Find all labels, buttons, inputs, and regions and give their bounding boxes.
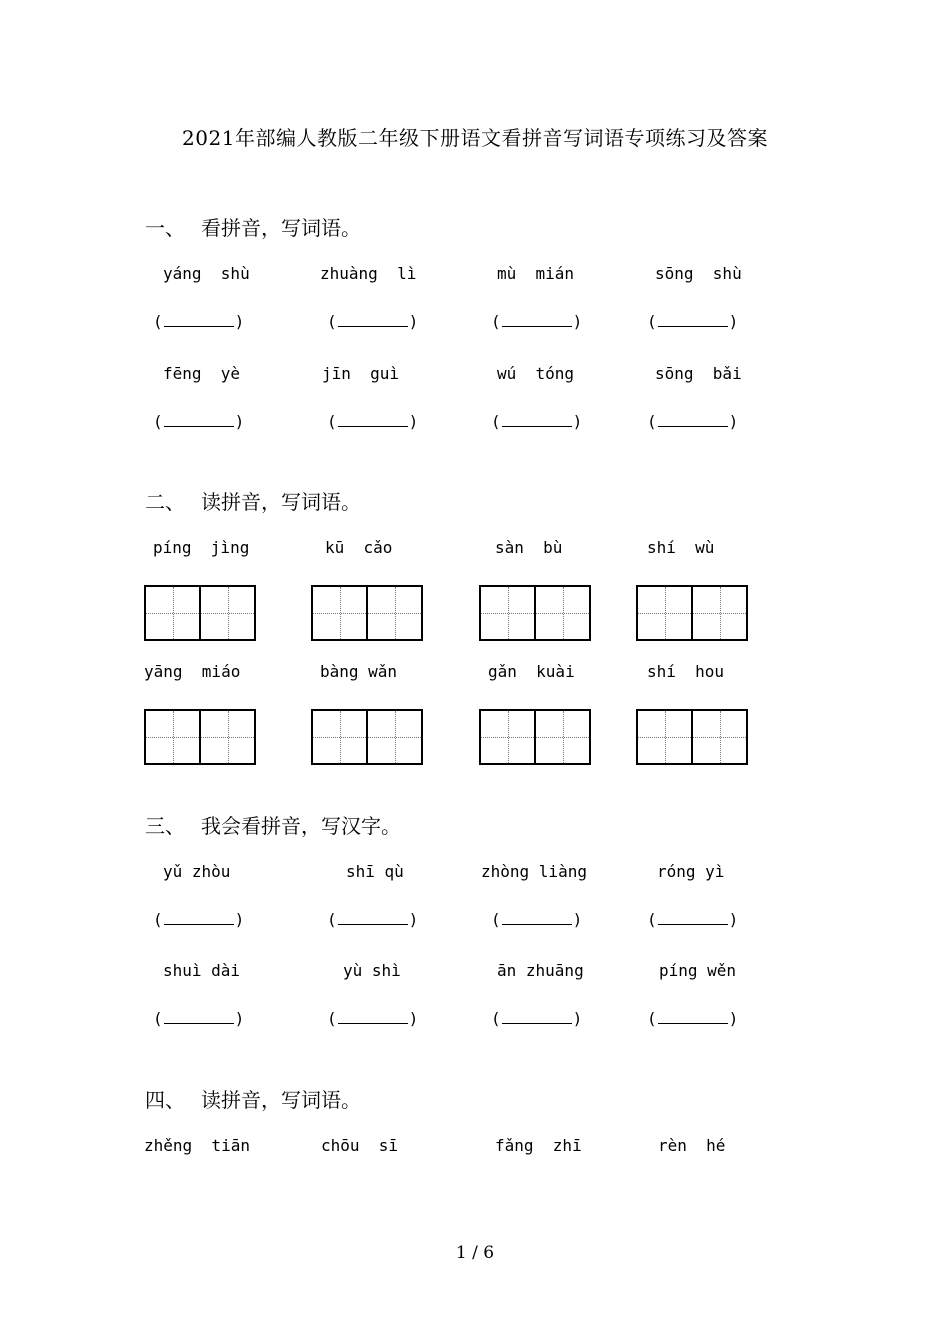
tianzige-box[interactable]	[144, 709, 256, 765]
pinyin: píng jìng	[153, 538, 250, 557]
pinyin: shī qù	[346, 862, 404, 881]
tianzige-box[interactable]	[479, 585, 591, 641]
page-title: 2021年部编人教版二年级下册语文看拼音写词语专项练习及答案	[182, 126, 768, 150]
section-number: 一、	[145, 216, 185, 240]
pinyin: yáng shù	[163, 264, 250, 283]
answer-blank[interactable]: ( )	[327, 412, 419, 431]
answer-blank[interactable]: ( )	[491, 1009, 583, 1028]
answer-blank[interactable]: ( )	[647, 1009, 739, 1028]
answer-blank[interactable]: ( )	[153, 1009, 245, 1028]
pinyin: shuì dài	[163, 961, 241, 980]
pinyin: zhuàng lì	[320, 264, 417, 283]
answer-blank[interactable]: ( )	[153, 910, 245, 929]
answer-blank[interactable]: ( )	[647, 412, 739, 431]
pinyin: jīn guì	[322, 364, 400, 383]
tianzige-box[interactable]	[311, 585, 423, 641]
answer-blank[interactable]: ( )	[647, 910, 739, 929]
pinyin: fēng yè	[163, 364, 241, 383]
answer-blank[interactable]: ( )	[327, 910, 419, 929]
page-number: 1 / 6	[455, 1243, 495, 1263]
answer-blank[interactable]: ( )	[327, 1009, 419, 1028]
section-title: 读拼音，写词语。	[201, 490, 361, 514]
tianzige-box[interactable]	[636, 709, 748, 765]
section-number: 四、	[145, 1088, 185, 1112]
tianzige-box[interactable]	[636, 585, 748, 641]
answer-blank[interactable]: ( )	[153, 412, 245, 431]
section-title: 看拼音，写词语。	[201, 216, 361, 240]
pinyin: sōng bǎi	[655, 364, 742, 383]
pinyin: ān zhuāng	[497, 961, 584, 980]
answer-blank[interactable]: ( )	[491, 312, 583, 331]
pinyin: mù mián	[497, 264, 575, 283]
section-title: 我会看拼音，写汉字。	[201, 814, 401, 838]
pinyin: sàn bù	[495, 538, 563, 557]
section-title: 读拼音，写词语。	[201, 1088, 361, 1112]
tianzige-box[interactable]	[479, 709, 591, 765]
pinyin: chōu sī	[321, 1136, 399, 1155]
pinyin: zhěng tiān	[144, 1136, 250, 1155]
section-number: 三、	[145, 814, 185, 838]
pinyin: bàng wǎn	[320, 662, 398, 681]
pinyin: wú tóng	[497, 364, 575, 383]
pinyin: kū cǎo	[325, 538, 393, 557]
answer-blank[interactable]: ( )	[491, 412, 583, 431]
pinyin: zhòng liàng	[481, 862, 587, 881]
section-3-heading	[145, 810, 401, 839]
pinyin: sōng shù	[655, 264, 742, 283]
answer-blank[interactable]: ( )	[491, 910, 583, 929]
section-2-heading	[145, 486, 361, 515]
section-1-heading	[145, 212, 361, 241]
pinyin: gǎn kuài	[488, 662, 575, 681]
answer-blank[interactable]: ( )	[153, 312, 245, 331]
tianzige-box[interactable]	[144, 585, 256, 641]
pinyin: shí wù	[647, 538, 715, 557]
pinyin: yāng miáo	[144, 662, 241, 681]
pinyin: yǔ zhòu	[163, 862, 231, 881]
pinyin: shí hou	[647, 662, 725, 681]
pinyin: róng yì	[657, 862, 725, 881]
tianzige-box[interactable]	[311, 709, 423, 765]
answer-blank[interactable]: ( )	[647, 312, 739, 331]
pinyin: rèn hé	[658, 1136, 726, 1155]
pinyin: yù shì	[343, 961, 401, 980]
pinyin: píng wěn	[659, 961, 737, 980]
section-4-heading	[145, 1084, 361, 1113]
section-number: 二、	[145, 490, 185, 514]
pinyin: fǎng zhī	[495, 1136, 582, 1155]
answer-blank[interactable]: ( )	[327, 312, 419, 331]
